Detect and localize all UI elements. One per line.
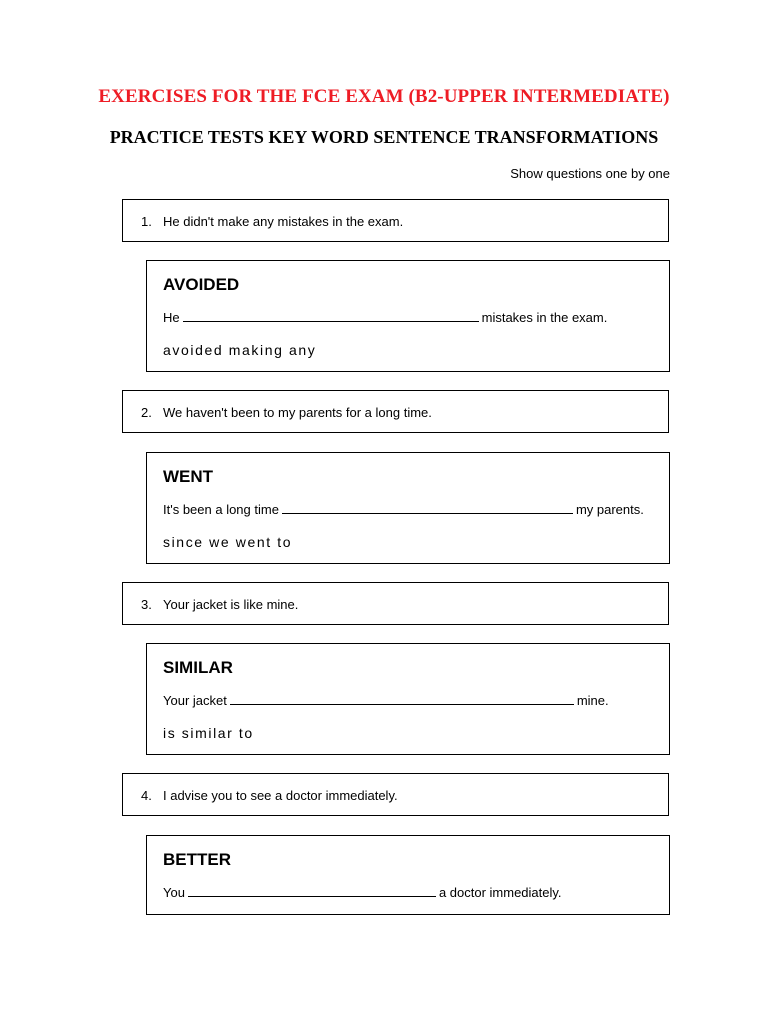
transformation-sentence [163,693,609,708]
question-number: 1. [141,214,152,229]
sentence-end: my parents. [575,502,644,517]
question-box-1 [122,199,669,242]
answer-text: avoided making any [163,342,317,358]
transformation-sentence [163,310,607,325]
question-box-2 [122,390,669,433]
answer-blank[interactable] [230,693,574,705]
sentence-end: mistakes in the exam. [481,310,608,325]
question-number: 3. [141,597,152,612]
sentence-end: a doctor immediately. [438,885,562,900]
page-subtitle: PRACTICE TESTS KEY WORD SENTENCE TRANSFORMATIONS [109,127,659,147]
answer-blank[interactable] [282,502,573,514]
sentence-end: mine. [576,693,609,708]
question-number: 4. [141,788,152,803]
question-box-3 [122,582,669,625]
key-word: AVOIDED [163,275,240,294]
answer-box-3 [146,643,670,755]
answer-blank[interactable] [183,310,479,322]
question-text: He didn't make any mistakes in the exam. [163,214,404,229]
transformation-sentence [163,502,644,517]
key-word: BETTER [163,850,231,869]
key-word: SIMILAR [163,658,233,677]
answer-box-2 [146,452,670,564]
answer-box-1 [146,260,670,372]
show-questions-link[interactable]: Show questions one by one [510,166,670,181]
question-text: Your jacket is like mine. [163,597,299,612]
answer-text: since we went to [163,534,293,550]
question-text: We haven't been to my parents for a long time. [163,405,432,420]
question-box-4 [122,773,669,816]
key-word: WENT [163,467,214,486]
page-title: EXERCISES FOR THE FCE EXAM (B2-UPPER INTERMEDIATE) [98,86,670,107]
answer-box-4 [146,835,670,915]
sentence-start: It's been a long time [163,502,279,517]
transformation-sentence [163,885,562,900]
sentence-start: Your jacket [163,693,227,708]
answer-blank[interactable] [188,885,436,897]
answer-text: is similar to [163,725,254,741]
question-number: 2. [141,405,152,420]
question-text: I advise you to see a doctor immediately. [163,788,398,803]
sentence-start: He [163,310,180,325]
sentence-start: You [163,885,185,900]
